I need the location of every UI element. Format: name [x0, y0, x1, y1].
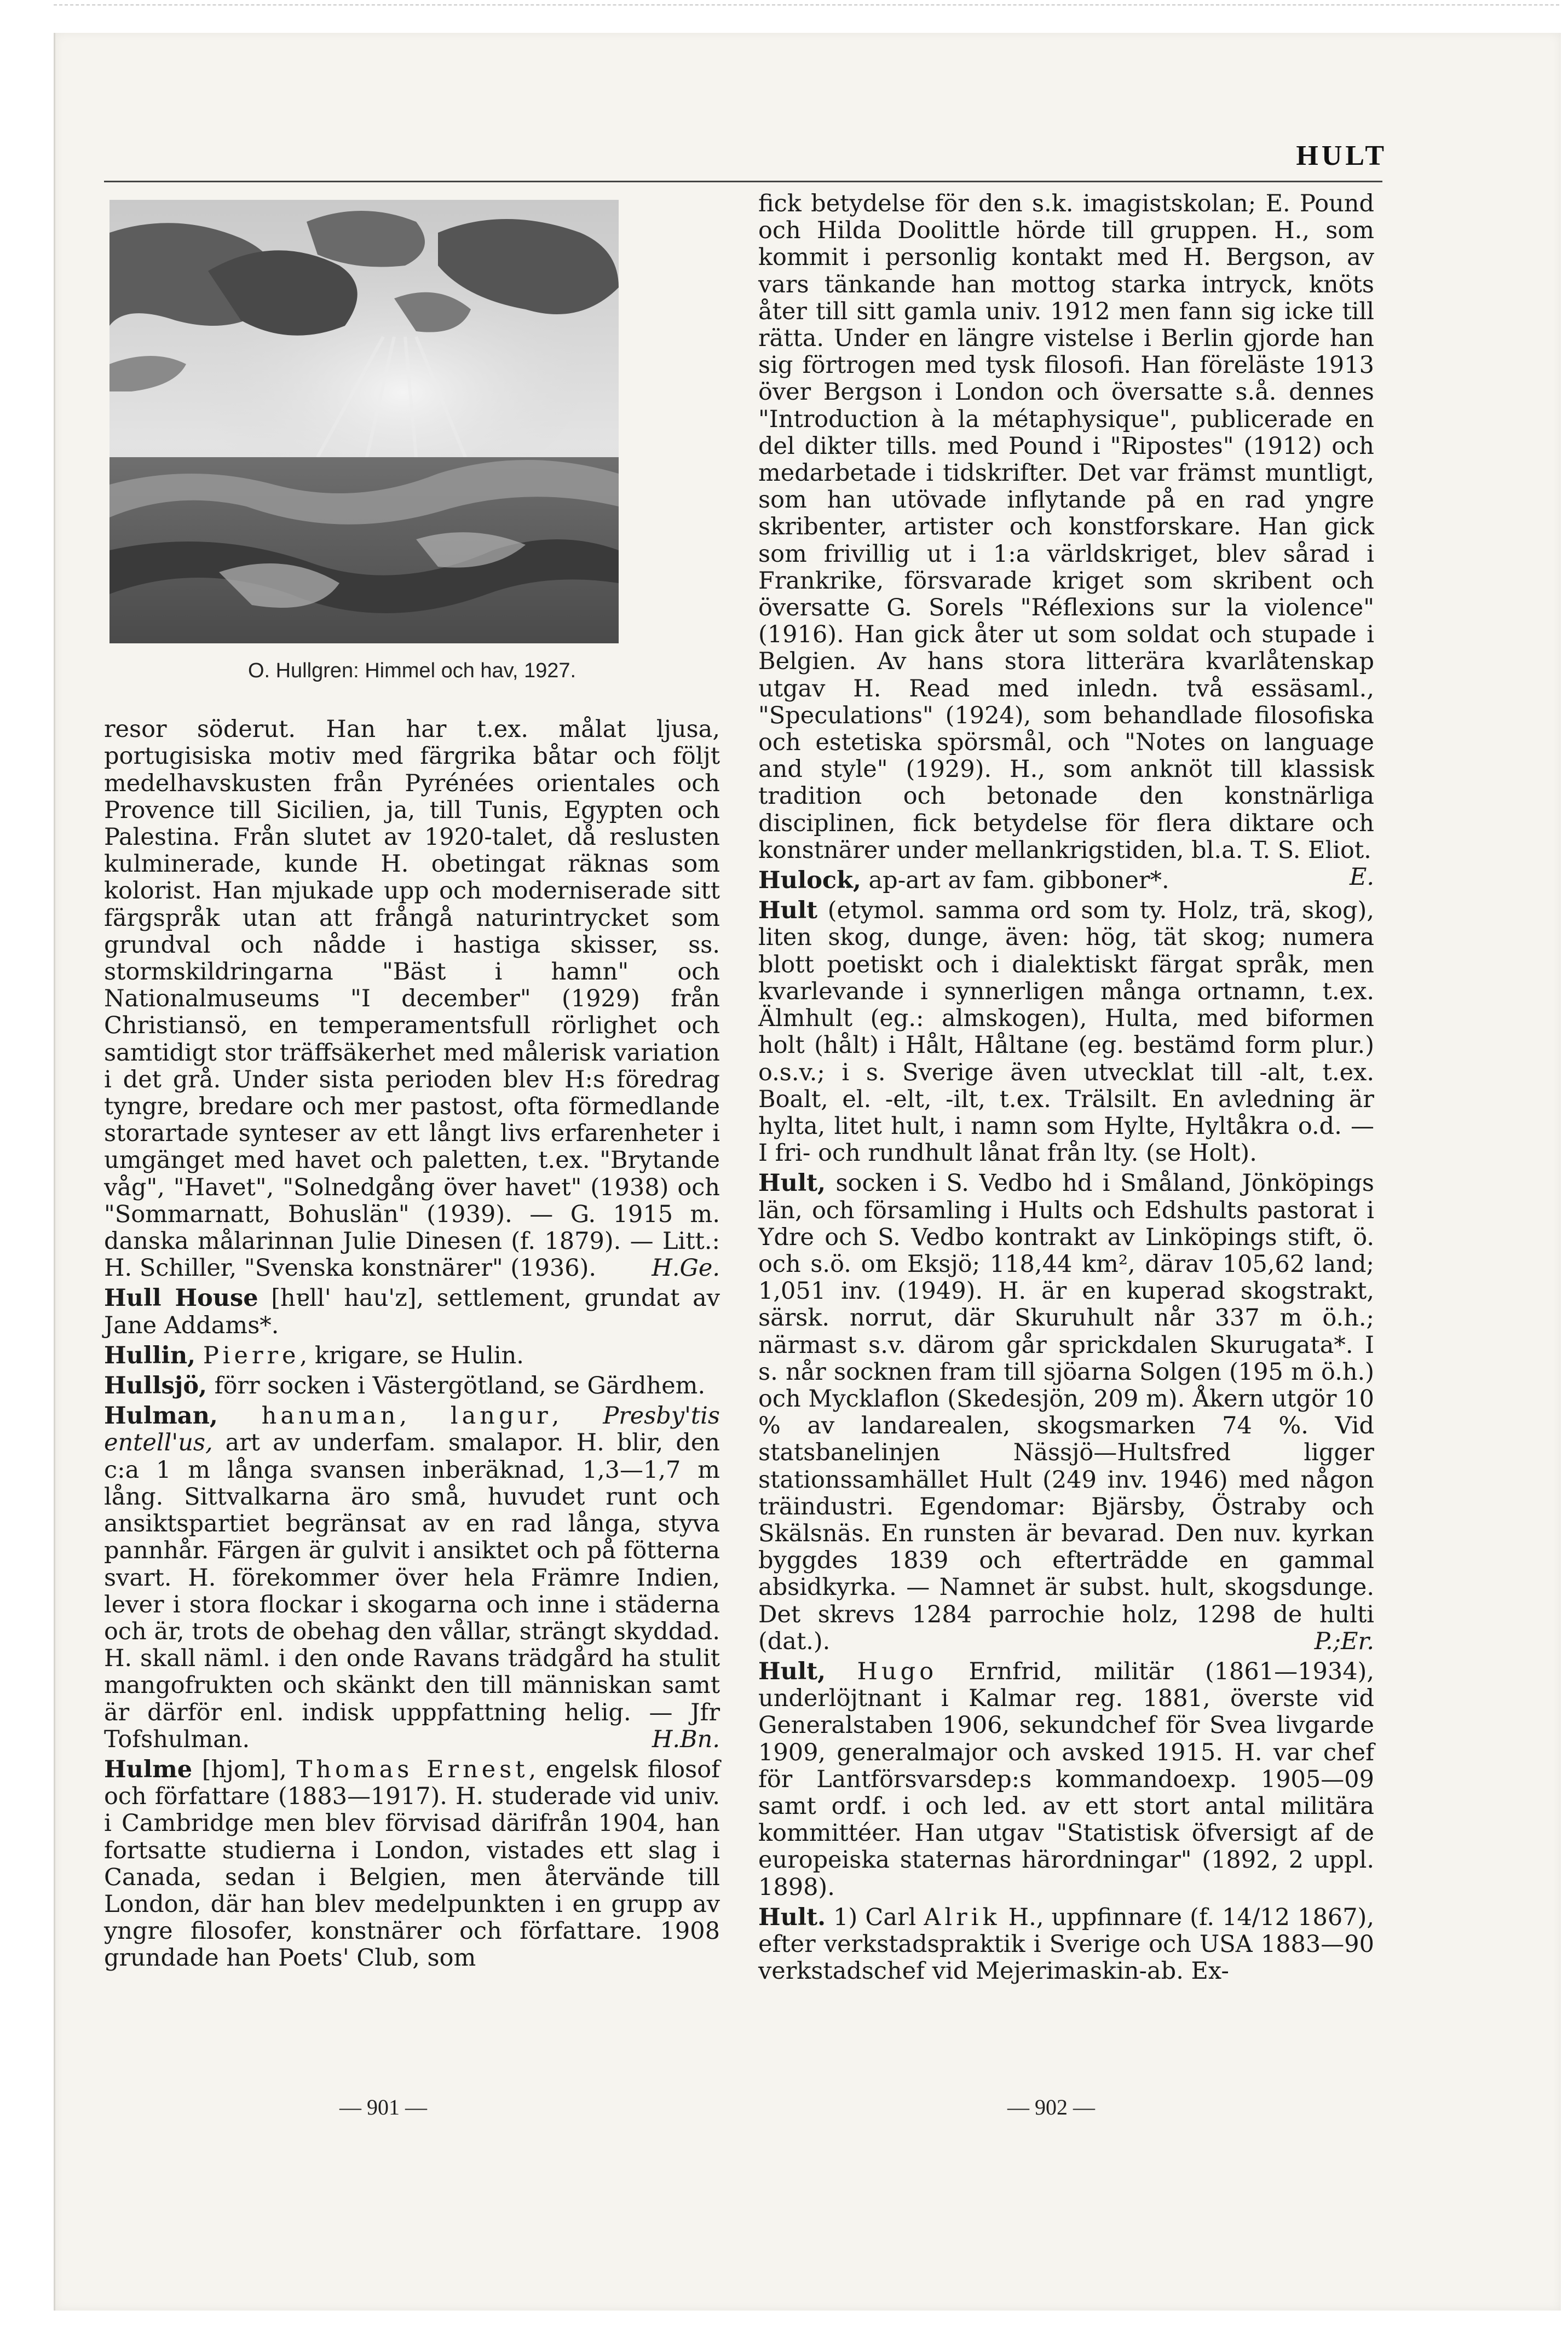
- headword: Hult.: [758, 1903, 826, 1931]
- page-number-right: — 902 —: [1007, 2095, 1095, 2119]
- headword: Hult,: [758, 1657, 826, 1685]
- right-column: [758, 191, 1374, 1985]
- entry-text: art av underfam. smalapor. H. blir, den c:a 1 m långa svansen inberäknad, 1,3—1,7 m lång. Sittvalkarna äro små, huvudet runt och ansiktspartiet begränsat av en rad långa, styva pannhår. Färgen är gulvit i ansiktet och på fötterna svart. H. förekommer över hela Främre Indien, lever i stora flockar i skogarna och inne i städerna och är, trots de obehag den vållar, strängt skyddad. H. skall näml. i den onde Ravans trädgård ha stulit mangofrukten och skänkt den till människan samt är därför enl. indisk upppfattning helig. — Jfr Tofshulman.: [104, 1429, 720, 1753]
- continued-text: resor söderut. Han har t.ex. målat ljusa, portugisiska motiv med färgrika båtar och följt medelhavskusten från Pyrénées orientales och Provence till Sicilien, ja, till Tunis, Egypten och Palestina. Från slutet av 1920-talet, då reslusten kulminerade, kunde H. obetingat räknas som kolorist. Han mjukade upp och moderniserade sitt färgspråk utan att frångå naturintrycket som grundval och nådde i hastiga skisser, ss. stormskildringarna "Bäst i hamn" och Nationalmuseums "I december" (1929) från Christiansö, en temperamentsfull rörlighet och samtidigt stor träffsäkerhet med målerisk variation i det grå. Under sista perioden blev H:s föredrag tyngre, bredare och mer pastost, ofta förmedlande storartade synteser av ett långt livs erfarenheter i umgänget med havet och paletten, t.ex. "Brytande våg", "Havet", "Solnedgång över havet" (1938) och "Sommarnatt, Bohuslän" (1939). — G. 1915 m. danska målarinnan Julie Dinesen (f. 1879). — Litt.: H. Schiller, "Svenska konstnärer" (1936).: [104, 716, 720, 1282]
- painting-illustration: [109, 200, 619, 643]
- entry-text: [hɐll' hau'z], settlement, grundat av Jane Addams*.: [104, 1284, 720, 1339]
- author-signature: E.: [1349, 863, 1374, 891]
- headword: Hullsjö,: [104, 1372, 207, 1400]
- seascape-painting-image: [109, 200, 619, 643]
- author-signature: H.Bn.: [652, 1725, 720, 1753]
- entry-hullin: [104, 1343, 720, 1369]
- page-number-left: — 901 —: [339, 2095, 427, 2119]
- running-head: HULT: [1296, 140, 1387, 171]
- spaced-name: Pierre: [203, 1341, 300, 1369]
- entry-hult-hugo: [758, 1658, 1374, 1901]
- headword: Hult,: [758, 1170, 826, 1197]
- author-signature: P.;Er.: [1314, 1627, 1374, 1655]
- entry-text: förr socken i Västergötland, se Gärdhem.: [206, 1372, 706, 1400]
- entry-hulock: [758, 867, 1374, 894]
- latin-name: Presby'tis entell'us,: [104, 1402, 720, 1457]
- entry-hulme: [104, 1756, 720, 1972]
- headword: Hult: [758, 897, 818, 925]
- entry-hult-carl: [758, 1904, 1374, 1985]
- entry-text: (etymol. samma ord som ty. Holz, trä, skog), liten skog, dunge, även: hög, tät skog; numera blott poetiskt och i dialektiskt färgat språk, men kvarlevande i synnerligen många ortnamn, t.ex. Älmhult (eg.: almskogen), Hulta, med biformen holt (hålt) i Hålt, Håltane (eg. bestämd form plur.) o.s.v.; i s. Sverige även utvecklat till -alt, t.ex. Boalt, el. -elt, -ilt, t.ex. Trälsilt. En avledning är hylta, litet hult, i namn som Hylte, Hyltåkra o.d. — I fri- och rundhult lånat från lty. (se Holt).: [758, 897, 1374, 1167]
- entry-text: , engelsk filosof och författare (1883—1917). H. studerade vid univ. i Cambridge men blev förvisad därifrån 1904, han fortsatte studierna i London, vistades ett slag i Canada, sedan i Belgien, men återvände till London, där han blev medelpunkten i en grupp av yngre filosofer, konstnärer och författare. 1908 grundade han Poets' Club, som: [104, 1755, 720, 1972]
- entry-text: Ernfrid, militär (1861—1934), underlöjtnant i Kalmar reg. 1881, överste vid Generalstaben 1906, sekundchef för Svea livgarde 1909, generalmajor och avsked 1915. H. var chef för Lantförsvarsdep:s kommandoexp. 1905—09 samt ordf. i och led. av ett stort antal militära kommittéer. Han utgav "Statistisk öfversigt af de europeiska staternas härordningar" (1892, 2 uppl. 1898).: [758, 1657, 1374, 1901]
- author-signature: H.Ge.: [652, 1254, 720, 1282]
- spaced-name: langur: [450, 1402, 552, 1430]
- header-rule: [104, 181, 1382, 182]
- entry-hulman: [104, 1403, 720, 1753]
- entry-text: ap-art av fam. gibboner*.: [861, 867, 1169, 895]
- separator: ,: [399, 1402, 451, 1430]
- entry-hult-socken: [758, 1170, 1374, 1655]
- headword: Hulock,: [758, 867, 861, 895]
- left-column: [104, 189, 720, 1972]
- pronunciation: [hjom],: [192, 1755, 297, 1783]
- separator: ,: [551, 1402, 603, 1430]
- headword: Hull House: [104, 1284, 258, 1312]
- headword: Hulme: [104, 1755, 193, 1783]
- figure-caption: O. Hullgren: Himmel och hav, 1927.: [247, 659, 577, 682]
- spaced-name: hanuman: [261, 1402, 400, 1430]
- entry-prefix: 1) Carl: [826, 1903, 924, 1931]
- continued-text-hullgren: [104, 716, 720, 1282]
- spaced-name: Alrik: [924, 1903, 1001, 1931]
- entry-text: , krigare, se Hulin.: [299, 1341, 524, 1369]
- spaced-name: Hugo: [857, 1657, 938, 1685]
- spaced-name: Thomas Ernest: [296, 1755, 529, 1783]
- entry-text: socken i S. Vedbo hd i Småland, Jönköpings län, och församling i Hults och Edshults pastorat i Ydre och S. Vedbo kontrakt av Linköpings stift, ö. och s.ö. om Eksjö; 118,44 km², därav 105,62 land; 1,051 inv. (1949). H. är en kuperad skogstrakt, särsk. norrut, där Skuruhult når 337 m ö.h.; närmast s.v. därom går sprickdalen Skurugata*. I s. når socknen fram till sjöarna Solgen (195 m ö.h.) och Mycklaflon (Skedesjön, 209 m). Åkern utgör 10 % av landarealen, skogsmarken 74 %. Vid statsbanelinjen Nässjö—Hultsfred ligger stationssamhället Hult (249 inv. 1946) med någon träindustri. Egendomar: Bjärsby, Östraby och Skälsnäs. En runsten är bevarad. Den nuv. kyrkan byggdes 1839 och efterträdde en gammal absidkyrka. — Namnet är subst. hult, skogsdunge. Det skrevs 1284 parrochie holz, 1298 de hulti (dat.).: [758, 1170, 1374, 1655]
- headword: Hullin,: [104, 1341, 196, 1369]
- entry-hult-etymology: [758, 897, 1374, 1167]
- entry-hull-house: [104, 1285, 720, 1339]
- continued-text: fick betydelse för den s.k. imagistskolan; E. Pound och Hilda Doolittle hörde till gruppen. H., som kommit i personlig kontakt med H. Bergson, av vars tänkande han mottog starka intryck, knöts åter till sitt gamla univ. 1912 men fann sig icke till rätta. Under en längre vistelse i Berlin gjorde han sig förtrogen med tysk filosofi. Han föreläste 1913 över Bergson i London och översatte s.å. dennes "Introduction à la métaphysique", publicerade en del dikter tills. med Pound i "Ripostes" (1912) och medarbetade i tidskrifter. Det var främst muntligt, som han utövade inflytande på en rad yngre skribenter, artister och konstforskare. Han gick som frivillig ut i 1:a världskriget, blev sårad i Frankrike, försvarade kriget som skribent och översatte G. Sorels "Réflexions sur la violence" (1916). Han gick åter ut som soldat och stupade i Belgien. Av hans stora litterära kvarlåtenskap utgav H. Read med inledn. två essäsaml., "Speculations" (1924), som behandlade filosofiska och estetiska spörsmål, och "Notes on language and style" (1929). H., som anknöt till klassisk tradition och betonade den konstnärliga disciplinen, fick betydelse för flera diktare och konstnärer under mellankrigstiden, bl.a. T. S. Eliot.: [758, 190, 1374, 864]
- page-top-edge: [54, 0, 1559, 5]
- entry-hullsjo: [104, 1373, 720, 1399]
- headword: Hulman,: [104, 1402, 218, 1430]
- entry-text: H., uppfinnare (f. 14/12 1867), efter verkstadspraktik i Sverige och USA 1883—90 verkstadschef vid Mejerimaskin-ab. Ex-: [758, 1903, 1374, 1985]
